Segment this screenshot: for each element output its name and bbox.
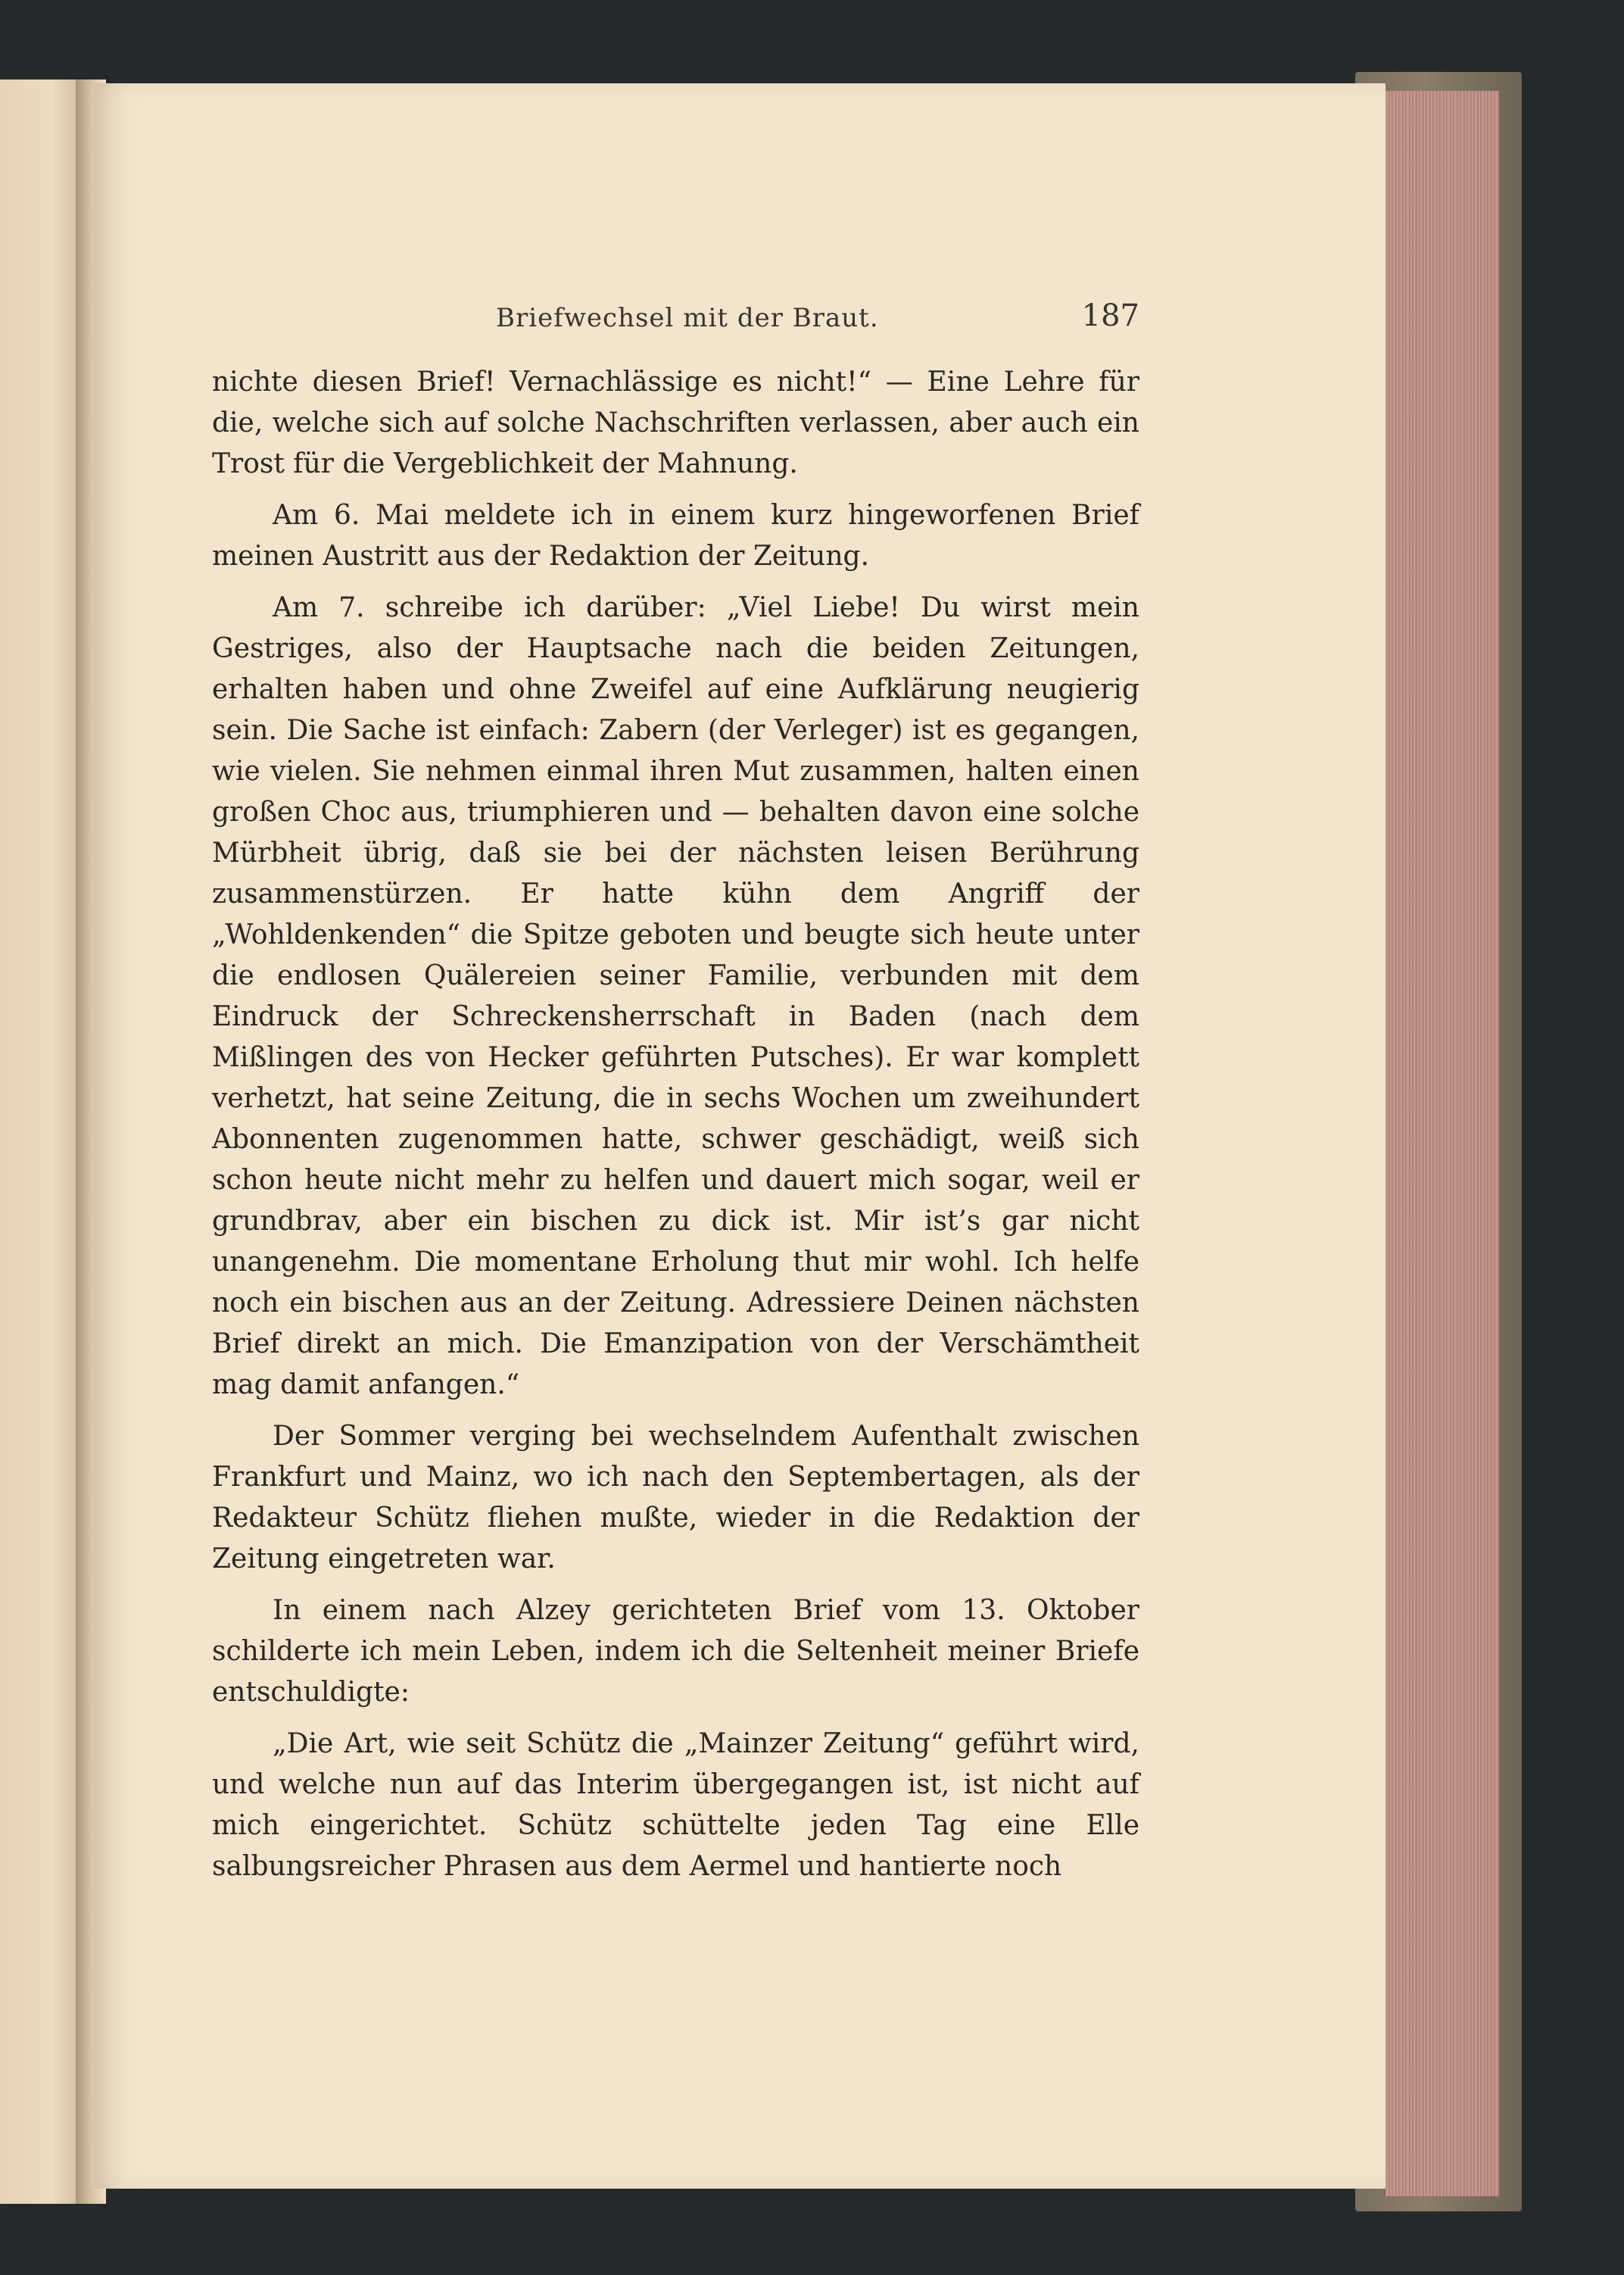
page-number: 187 bbox=[1081, 298, 1139, 333]
page-header bbox=[496, 298, 1139, 348]
paragraph: nichte diesen Brief! Vernachlässige es nicht!“ — Eine Lehre für die, welche sich auf solche Nachschriften verlassen, aber auch ein Trost für die Vergeblichkeit der Mahnung. bbox=[212, 367, 1139, 479]
left-facing-page bbox=[0, 80, 87, 2204]
paragraph: Am 6. Mai meldete ich in einem kurz hingeworfenen Brief meinen Austritt aus der Redaktion der Zeitung. bbox=[212, 500, 1139, 572]
body-text bbox=[212, 362, 1139, 1898]
running-title: Briefwechsel mit der Braut. bbox=[496, 303, 879, 333]
page-edges bbox=[1384, 91, 1499, 2196]
paragraph: Am 7. schreibe ich darüber: „Viel Liebe! Du wirst mein Gestriges, also der Hauptsache nach die beiden Zeitungen, erhalten haben und ohne Zweifel auf eine Aufklärung neugierig sein. Die Sache ist einfach: Zabern (der Verleger) ist es gegangen, wie vielen. Sie nehmen einmal ihren Mut zusammen, halten einen großen Choc aus, triumphieren und — behalten davon eine solche Mürbheit übrig, daß sie bei der nächsten leisen Berührung zusammenstürzen. Er hatte kühn dem Angriff der „Wohldenkenden“ die Spitze geboten und beugte sich heute unter die endlosen Quälereien seiner Familie, verbunden mit dem Eindruck der Schreckensherrschaft in Baden (nach dem Mißlingen des von Hecker geführten Putsches). Er war komplett verhetzt, hat seine Zeitung, die in sechs Wochen um zweihundert Abonnenten zugenommen hatte, schwer geschädigt, weiß sich schon heute nicht mehr zu helfen und dauert mich sogar, weil er grundbrav, aber ein bischen zu dick ist. Mir ist’s gar nicht unangenehm. Die momentane Erholung thut mir wohl. Ich helfe noch ein bischen aus an der Zeitung. Adressiere Deinen nächsten Brief direkt an mich. Die Emanzipation von der Verschämtheit mag damit anfangen.“ bbox=[212, 592, 1139, 1400]
paragraph: In einem nach Alzey gerichteten Brief vom 13. Oktober schilderte ich mein Leben, indem ich die Seltenheit meiner Briefe entschuldigte: bbox=[212, 1595, 1139, 1708]
paragraph: „Die Art, wie seit Schütz die „Mainzer Zeitung“ geführt wird, und welche nun auf das Interim übergegangen ist, ist nicht auf mich eingerichtet. Schütz schüttelte jeden Tag eine Elle salbungsreicher Phrasen aus dem Aermel und hantierte noch bbox=[212, 1728, 1139, 1882]
paragraph: Der Sommer verging bei wechselndem Aufenthalt zwischen Frankfurt und Mainz, wo ich nach den Septembertagen, als der Redakteur Schütz fliehen mußte, wieder in die Redaktion der Zeitung eingetreten war. bbox=[212, 1421, 1139, 1574]
